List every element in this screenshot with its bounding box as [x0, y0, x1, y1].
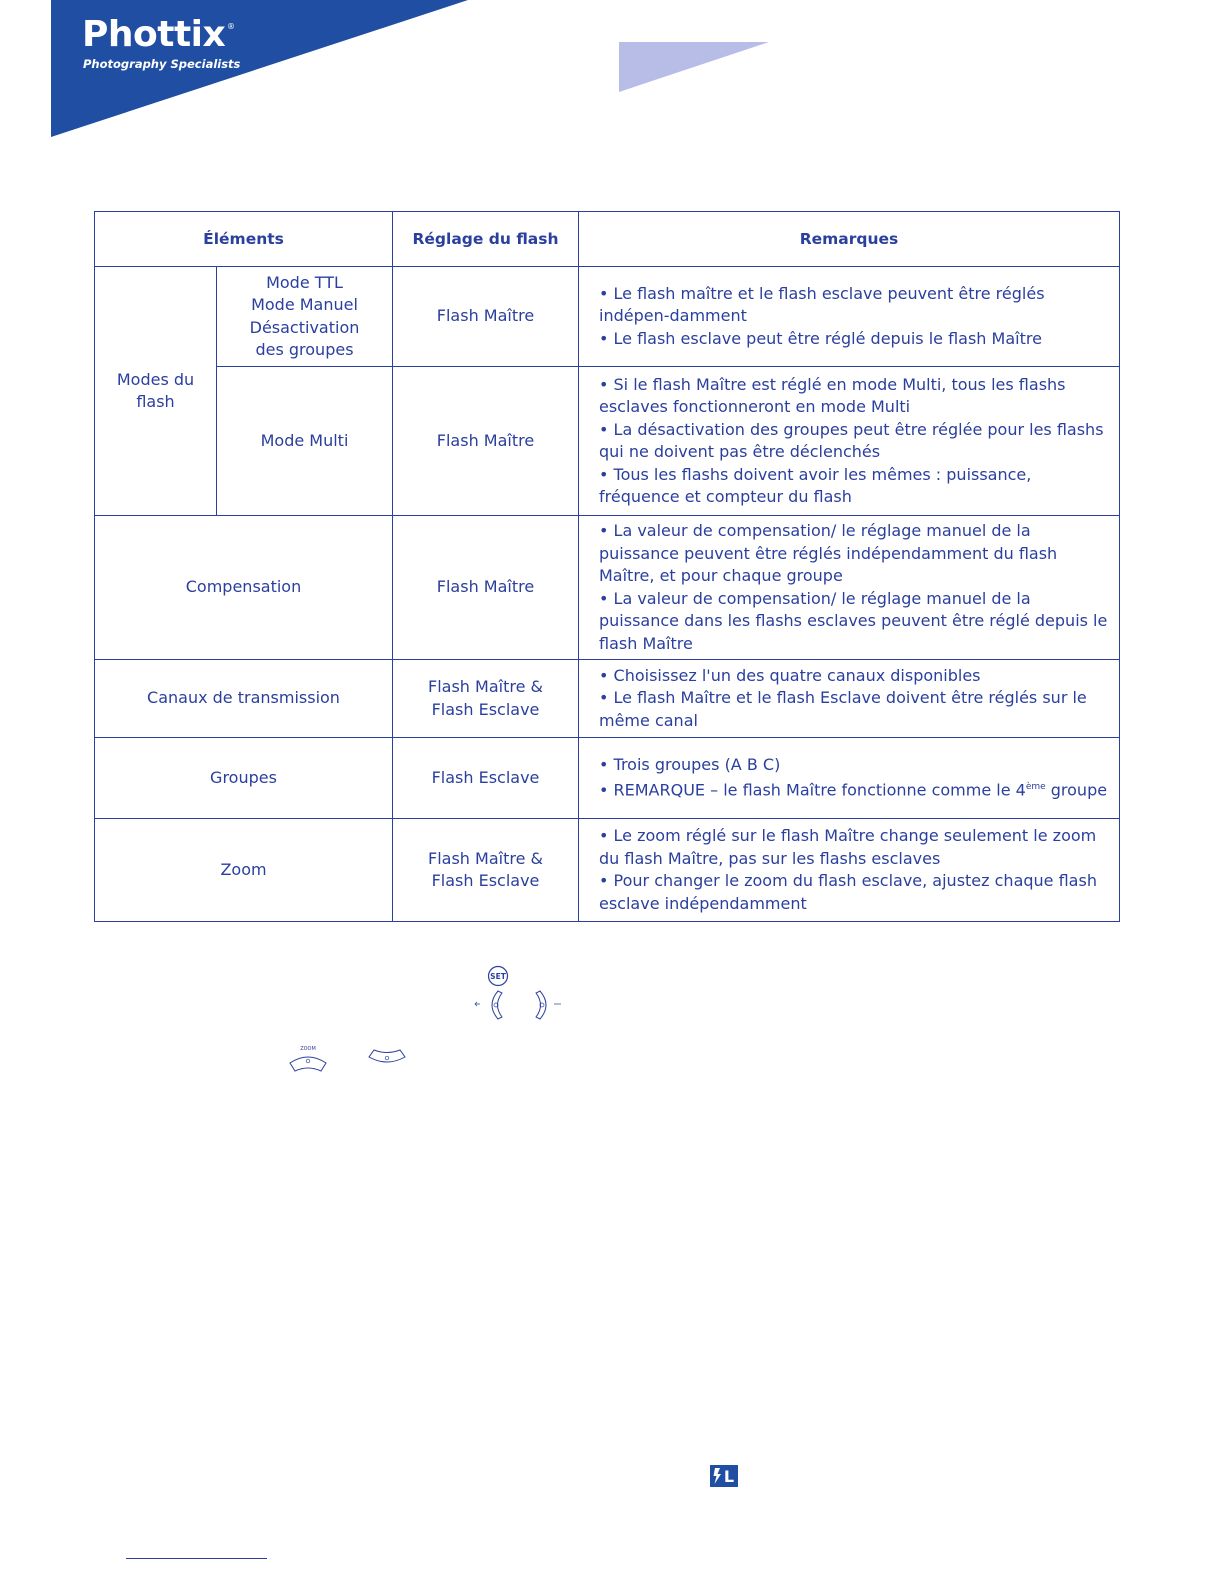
setting-cell: Flash Maître: [393, 367, 579, 516]
remark-line: • La valeur de compensation/ le réglage manuel de la puissance peuvent être réglés indépendamment du flash Maître, et pour chaque groupe: [599, 521, 1058, 585]
superscript-ordinal: ème: [1025, 782, 1046, 793]
remarks-cell: [579, 738, 1120, 819]
table-row: [95, 516, 1120, 660]
remark-line: • Si le flash Maître est réglé en mode Multi, tous les flashs esclaves fonctionneront en mode Multi: [599, 374, 1066, 416]
registered-mark: ®: [227, 22, 235, 31]
remark-line: • Le zoom réglé sur le flash Maître change seulement le zoom du flash Maître, pas sur les flashs esclaves: [599, 826, 1097, 868]
table-header-row: [95, 212, 1120, 267]
setting-cell: Flash Esclave: [393, 738, 579, 819]
set-label: SET: [490, 972, 506, 981]
element-groups-cell: Groupes: [95, 738, 393, 819]
remark-line: [599, 776, 1109, 802]
table-row: [95, 660, 1120, 738]
remarks-cell: [579, 367, 1120, 516]
brand-tagline: Photography Specialists: [83, 57, 241, 71]
right-arrow-button-icon: [530, 989, 566, 1021]
zoom-up-button-icon: [287, 1043, 329, 1075]
remarks-cell: [579, 660, 1120, 738]
remark-line: • Le flash Maître et le flash Esclave doivent être réglés sur le même canal: [599, 688, 1087, 730]
remark-line: • Choisissez l'un des quatre canaux disponibles: [599, 665, 981, 685]
setting-line: Flash Maître &: [428, 677, 543, 696]
setting-line: Flash Esclave: [431, 871, 540, 890]
remarks-cell: [579, 267, 1120, 367]
header-flash-setting: Réglage du flash: [393, 212, 579, 267]
flash-mode-label: L: [723, 1467, 735, 1486]
setting-cell: [393, 819, 579, 922]
decorative-wedge: [619, 42, 771, 94]
remarks-cell: [579, 516, 1120, 660]
setting-cell: [393, 660, 579, 738]
setting-cell: Flash Maître: [393, 267, 579, 367]
table-row: [95, 819, 1120, 922]
header-remarks: Remarques: [579, 212, 1120, 267]
remark-line: • La désactivation des groupes peut être réglée pour les flashs qui ne doivent pas être déclenchés: [599, 419, 1104, 461]
down-button-icon: [366, 1045, 408, 1075]
flash-settings-table: [94, 211, 1120, 922]
remark-line: • Le flash esclave peut être réglé depuis le flash Maître: [599, 328, 1042, 348]
element-zoom-cell: Zoom: [95, 819, 393, 922]
remark-text: groupe: [1045, 780, 1108, 800]
flash-l-icon: [710, 1465, 738, 1487]
footnote-divider: [126, 1558, 267, 1559]
table-row: [95, 267, 1120, 367]
left-arrow-button-icon: [472, 989, 508, 1021]
element-compensation-cell: Compensation: [95, 516, 393, 660]
modes-du-flash-cell: [95, 267, 217, 516]
header-elements: Éléments: [95, 212, 393, 267]
brand-logo: Phottix: [82, 14, 226, 55]
remark-line: • Pour changer le zoom du flash esclave, ajustez chaque flash esclave indépendamment: [599, 871, 1097, 913]
remark-line: • La valeur de compensation/ le réglage manuel de la puissance dans les flashs esclaves peuvent être réglé depuis le flash Maître: [599, 588, 1108, 653]
remarks-cell: [579, 819, 1120, 922]
table-row: [95, 738, 1120, 819]
element-ttl-cell: [217, 267, 393, 367]
zoom-label: ZOOM: [300, 1046, 316, 1052]
setting-line: Flash Esclave: [431, 699, 540, 719]
setting-cell: Flash Maître: [393, 516, 579, 660]
element-line: Mode Manuel: [251, 295, 358, 314]
table-row: [95, 367, 1120, 516]
remark-line: • Tous les flashs doivent avoir les mêmes : puissance, fréquence et compteur du flash: [599, 464, 1032, 506]
modes-du-flash-label: Modes du flash: [116, 370, 195, 411]
element-line: Mode TTL: [266, 272, 343, 292]
setting-line: Flash Maître &: [428, 848, 543, 868]
element-multi-cell: Mode Multi: [217, 367, 393, 516]
remark-text: • REMARQUE – le flash Maître fonctionne comme le 4: [599, 780, 1026, 800]
element-line: Désactivation: [249, 317, 360, 337]
remark-line: • Trois groupes (A B C): [599, 754, 781, 774]
element-channels-cell: Canaux de transmission: [95, 660, 393, 738]
remark-line: • Le flash maître et le flash esclave peuvent être réglés indépen-damment: [599, 283, 1045, 326]
element-line: des groupes: [255, 340, 354, 359]
set-button-icon: [487, 965, 509, 987]
